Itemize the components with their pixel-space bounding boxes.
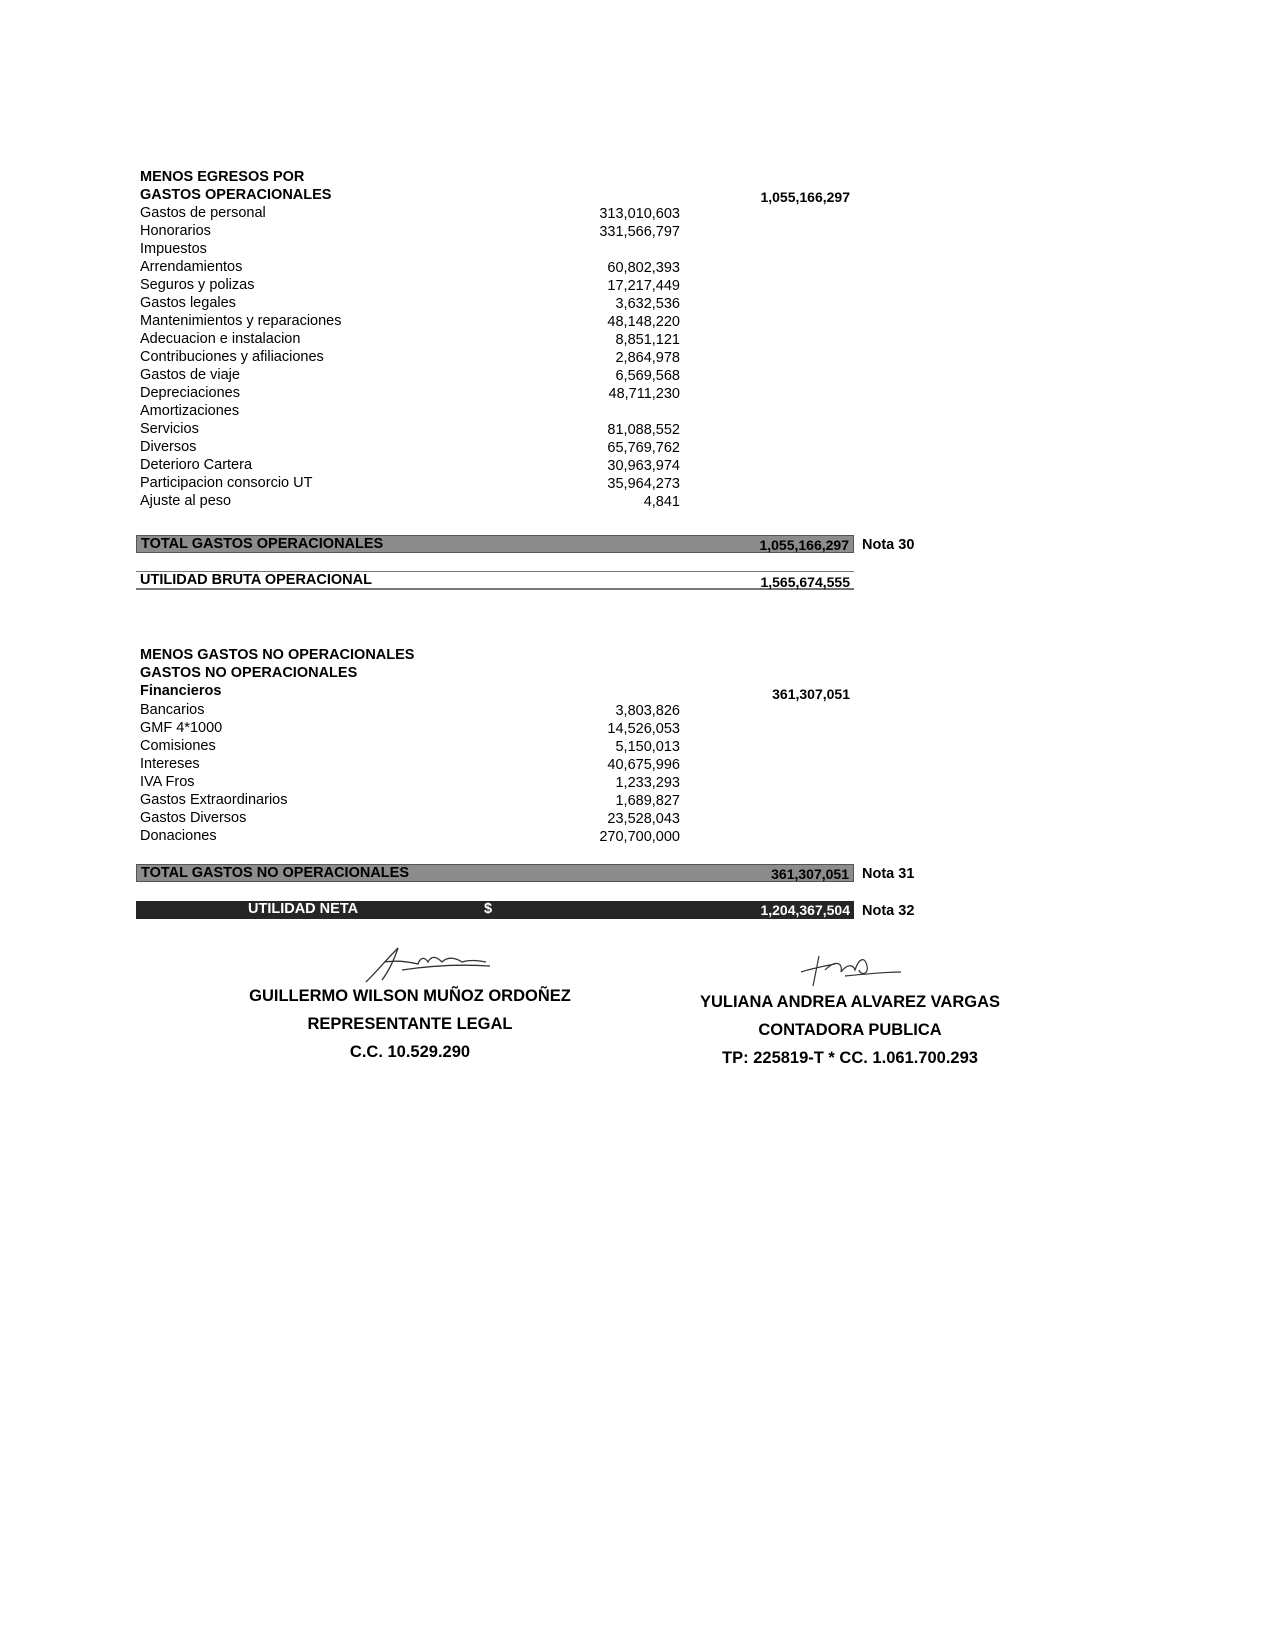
list-item-label: Diversos: [140, 439, 197, 455]
non-operating-heading-line1: MENOS GASTOS NO OPERACIONALES: [140, 647, 415, 663]
net-profit-note: Nota 32: [862, 903, 915, 919]
list-item-label: Gastos Diversos: [140, 810, 247, 826]
list-item-label: Gastos legales: [140, 295, 236, 311]
list-item-label: Intereses: [140, 756, 200, 772]
list-item-value: 48,711,230: [608, 386, 680, 402]
list-item-value: 4,841: [643, 494, 680, 510]
list-item-value: 14,526,053: [607, 721, 680, 737]
list-item-value: 35,964,273: [607, 476, 680, 492]
list-item-label: Contribuciones y afiliaciones: [140, 349, 324, 365]
gross-profit-label: UTILIDAD BRUTA OPERACIONAL: [140, 572, 372, 588]
list-item-value: 40,675,996: [607, 757, 680, 773]
list-item-value: 8,851,121: [615, 332, 680, 348]
operating-total-note: Nota 30: [862, 537, 915, 553]
list-item-label: Seguros y polizas: [140, 277, 255, 293]
list-item-value: 23,528,043: [607, 811, 680, 827]
right-signature-image: [795, 950, 905, 990]
operating-total-value: 1,055,166,297: [759, 537, 849, 553]
list-item-label: GMF 4*1000: [140, 720, 223, 736]
list-item-value: 30,963,974: [607, 458, 680, 474]
non-operating-heading-line3: Financieros: [140, 683, 222, 699]
net-profit-value: 1,204,367,504: [760, 902, 850, 918]
non-operating-total-note: Nota 31: [862, 866, 915, 882]
list-item-value: 6,569,568: [615, 368, 680, 384]
list-item-value: 1,689,827: [615, 793, 680, 809]
list-item-label: Servicios: [140, 421, 199, 437]
gross-profit-value: 1,565,674,555: [760, 574, 850, 590]
list-item-label: Participacion consorcio UT: [140, 475, 313, 491]
non-operating-heading-total: 361,307,051: [772, 686, 850, 702]
list-item-value: 81,088,552: [607, 422, 680, 438]
operating-heading-total: 1,055,166,297: [760, 189, 850, 205]
list-item-value: 65,769,762: [607, 440, 680, 456]
non-operating-total-value: 361,307,051: [771, 866, 849, 882]
list-item-label: Depreciaciones: [140, 385, 240, 401]
list-item-label: Arrendamientos: [140, 259, 243, 275]
left-signatory-name: GUILLERMO WILSON MUÑOZ ORDOÑEZ: [249, 987, 571, 1005]
list-item-value: 60,802,393: [607, 260, 680, 276]
list-item-label: Adecuacion e instalacion: [140, 331, 301, 347]
right-signatory-role: CONTADORA PUBLICA: [758, 1021, 942, 1039]
list-item-value: 1,233,293: [615, 775, 680, 791]
left-signatory-id: C.C. 10.529.290: [349, 1043, 471, 1061]
net-profit-bar: [136, 901, 854, 919]
list-item-label: Bancarios: [140, 702, 205, 718]
list-item-label: Mantenimientos y reparaciones: [140, 313, 342, 329]
list-item-value: 48,148,220: [607, 314, 680, 330]
list-item-label: Gastos de personal: [140, 205, 266, 221]
list-item-value: 17,217,449: [607, 278, 680, 294]
left-signatory: [210, 982, 610, 1066]
operating-total-bar: [136, 535, 854, 553]
list-item-value: 2,864,978: [615, 350, 680, 366]
list-item-label: Ajuste al peso: [140, 493, 232, 509]
net-profit-label: UTILIDAD NETA: [248, 901, 359, 917]
list-item-label: Gastos Extraordinarios: [140, 792, 288, 808]
operating-heading-line2: GASTOS OPERACIONALES: [140, 187, 332, 203]
list-item-label: Gastos de viaje: [140, 367, 240, 383]
list-item-label: Donaciones: [140, 828, 217, 844]
list-item-label: Honorarios: [140, 223, 211, 239]
list-item-value: 313,010,603: [599, 206, 680, 222]
list-item-value: 3,803,826: [615, 703, 680, 719]
list-item-value: 5,150,013: [615, 739, 680, 755]
list-item-label: Amortizaciones: [140, 403, 240, 419]
left-signatory-role: REPRESENTANTE LEGAL: [307, 1015, 513, 1033]
right-signatory-name: YULIANA ANDREA ALVAREZ VARGAS: [699, 993, 1001, 1011]
non-operating-total-label: TOTAL GASTOS NO OPERACIONALES: [141, 865, 410, 881]
list-item-label: Impuestos: [140, 241, 207, 257]
operating-total-label: TOTAL GASTOS OPERACIONALES: [141, 536, 384, 552]
right-signatory: [650, 988, 1050, 1072]
operating-heading-line1: MENOS EGRESOS POR: [140, 169, 305, 185]
list-item-value: 331,566,797: [599, 224, 680, 240]
non-operating-heading-line2: GASTOS NO OPERACIONALES: [140, 665, 358, 681]
list-item-value: 270,700,000: [599, 829, 680, 845]
net-profit-currency: $: [484, 901, 493, 917]
list-item-label: Comisiones: [140, 738, 216, 754]
list-item-label: IVA Fros: [140, 774, 195, 790]
list-item-label: Deterioro Cartera: [140, 457, 253, 473]
gross-profit-bar: [136, 571, 854, 590]
non-operating-total-bar: [136, 864, 854, 882]
list-item-value: 3,632,536: [615, 296, 680, 312]
right-signatory-id: TP: 225819-T * CC. 1.061.700.293: [722, 1049, 978, 1067]
